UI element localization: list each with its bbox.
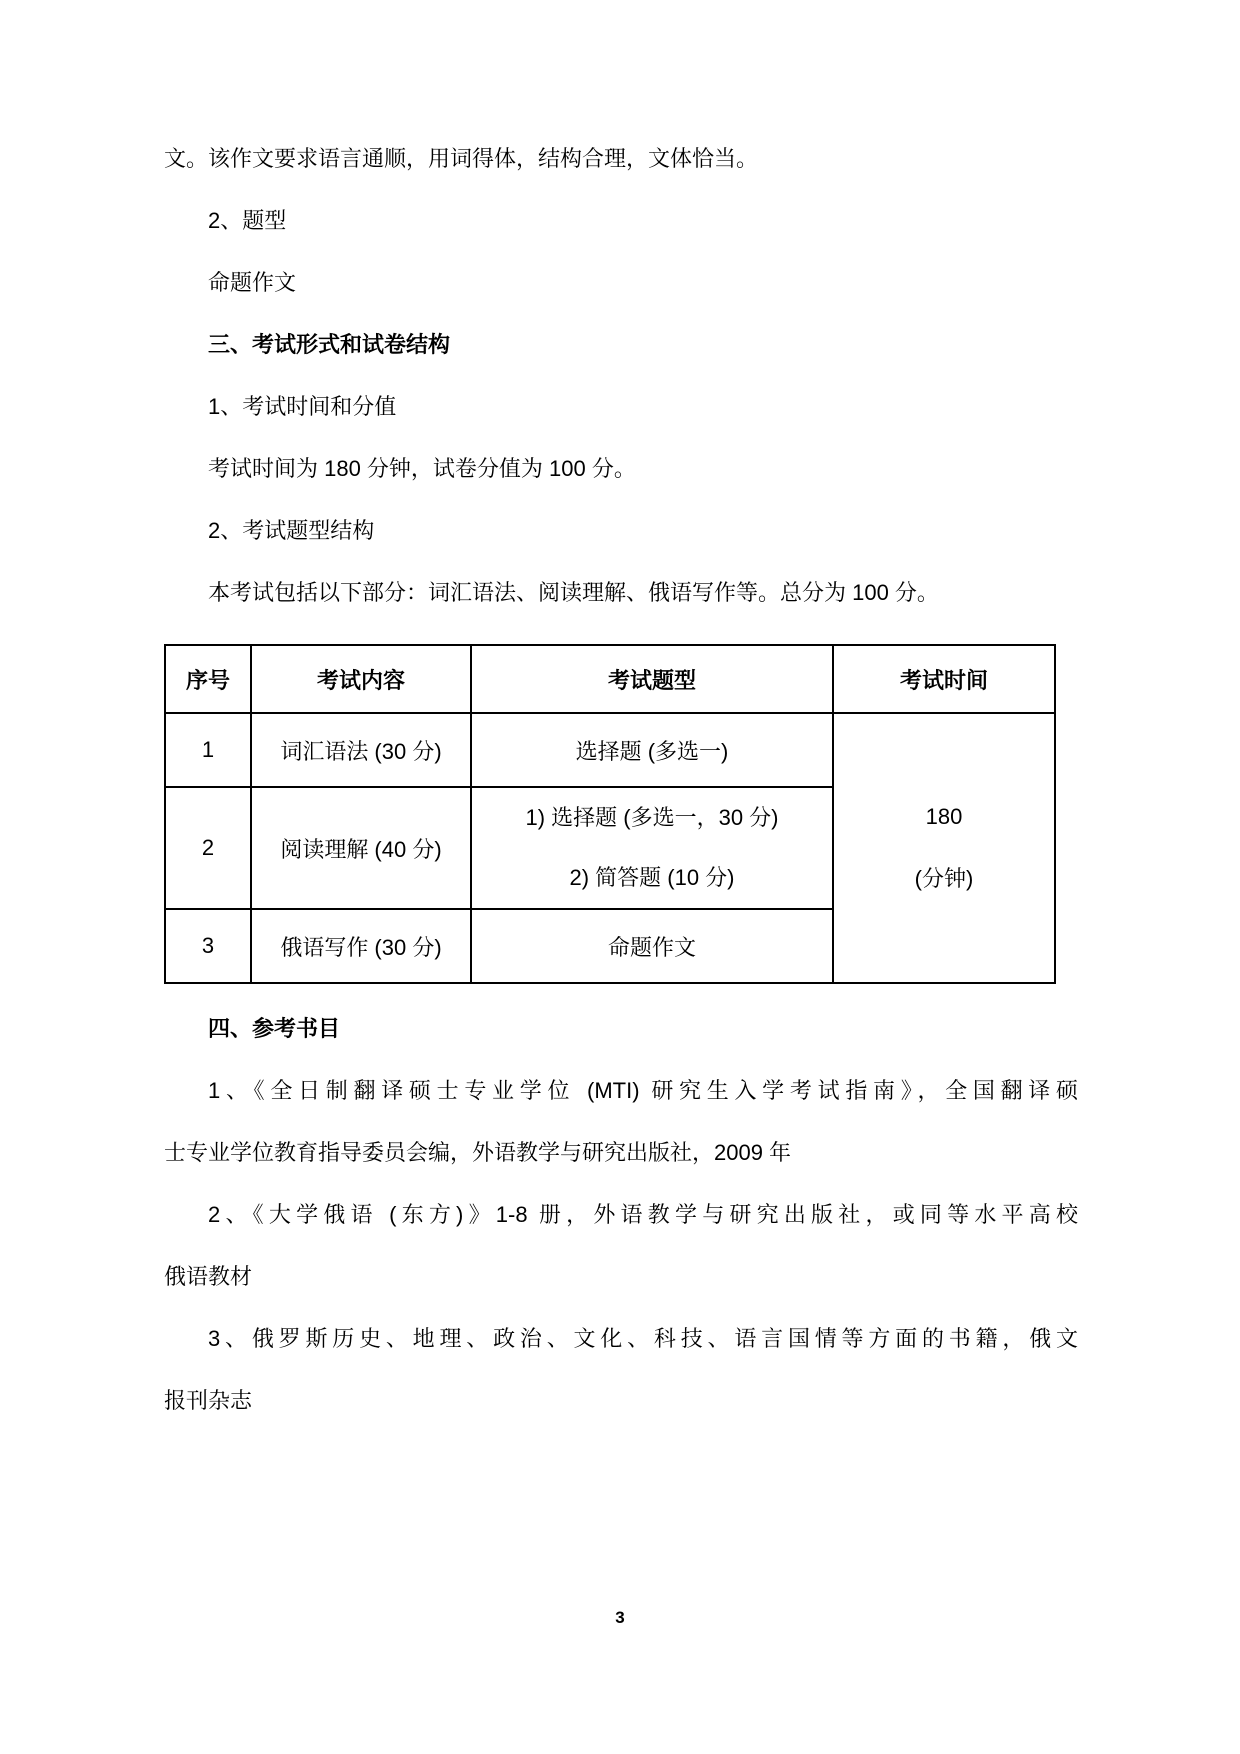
cell-row3-question-type: 命题作文	[471, 909, 833, 983]
cell-row2-question-type	[471, 787, 833, 909]
paragraph-continuation: 文。该作文要求语言通顺，用词得体，结构合理，文体恰当。	[164, 146, 759, 171]
header-cell-question-type: 考试题型	[471, 645, 833, 713]
reference-3-line-1: 3、俄罗斯历史、地理、政治、文化、科技、语言国情等方面的书籍，俄文	[208, 1326, 1078, 1351]
reference-3-line-2: 报刊杂志	[164, 1388, 253, 1413]
cell-row2-content: 阅读理解 (40 分)	[251, 787, 471, 909]
cell-row1-number: 1	[165, 713, 251, 787]
document-content	[164, 128, 1078, 1432]
reference-1-line-2: 士专业学位教育指导委员会编，外语教学与研究出版社，2009 年	[164, 1140, 792, 1165]
reference-1-line-1: 1、《全日制翻译硕士专业学位 (MTI) 研究生入学考试指南》，全国翻译硕	[208, 1078, 1078, 1103]
subsection-1-body: 考试时间为 180 分钟，试卷分值为 100 分。	[208, 456, 636, 481]
subsection-1-label: 1、考试时间和分值	[208, 394, 397, 419]
header-cell-content: 考试内容	[251, 645, 471, 713]
cell-row1-question-type: 选择题 (多选一)	[471, 713, 833, 787]
table-header-row	[165, 645, 1055, 713]
exam-time-value: 180	[925, 804, 963, 829]
list-item-2-question-type: 2、题型	[208, 208, 287, 233]
section-heading-3: 三、考试形式和试卷结构	[208, 332, 451, 357]
cell-row1-content: 词汇语法 (30 分)	[251, 713, 471, 787]
list-item-2-answer: 命题作文	[208, 270, 297, 295]
reference-2-line-1: 2、《大学俄语 (东方)》1-8 册，外语教学与研究出版社，或同等水平高校	[208, 1202, 1078, 1227]
exam-structure-table	[164, 644, 1056, 984]
cell-row3-content: 俄语写作 (30 分)	[251, 909, 471, 983]
subsection-2-body: 本考试包括以下部分：词汇语法、阅读理解、俄语写作等。总分为 100 分。	[208, 580, 939, 605]
page-number: 3	[615, 1608, 625, 1627]
cell-row2-type-line-1: 1) 选择题 (多选一，30 分)	[525, 805, 779, 830]
table-row	[165, 713, 1055, 787]
cell-row2-type-line-2: 2) 简答题 (10 分)	[569, 865, 735, 890]
reference-2-line-2: 俄语教材	[164, 1264, 253, 1289]
exam-time-unit: (分钟)	[914, 866, 974, 891]
cell-row3-number: 3	[165, 909, 251, 983]
cell-row2-number: 2	[165, 787, 251, 909]
section-heading-4: 四、参考书目	[208, 1016, 341, 1041]
header-cell-time: 考试时间	[833, 645, 1055, 713]
header-cell-number: 序号	[165, 645, 251, 713]
subsection-2-label: 2、考试题型结构	[208, 518, 375, 543]
cell-exam-time-merged	[833, 713, 1055, 983]
